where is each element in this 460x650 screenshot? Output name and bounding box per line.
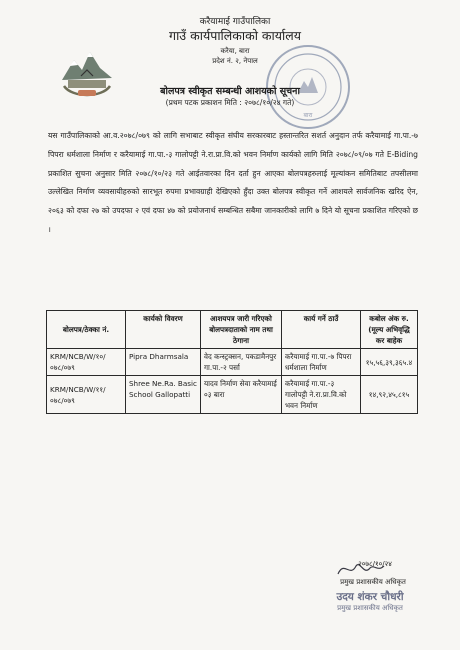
work-description-cell: Pipra Dharmsala <box>126 349 201 376</box>
table-header-row <box>47 311 418 349</box>
header-work-location: कार्य गर्ने ठाउँ <box>282 311 361 349</box>
work-location-cell: करैयामाई गा.पा.-३ गालोपट्टी ने.रा.प्रा.वि.को भवन निर्माण <box>282 376 361 414</box>
municipality-name: करैयामाई गाउँपालिका <box>199 17 271 27</box>
bid-table <box>46 310 418 414</box>
officer-name: उदय शंकर चौधरी <box>336 591 404 603</box>
notice-title: बोलपत्र स्वीकृत सम्बन्धी आशयको सूचना <box>160 86 300 97</box>
officer-title: प्रमुख प्रशासकीय अधिकृत <box>337 604 403 612</box>
svg-text:बारा: बारा <box>303 112 313 119</box>
officer-stamp <box>318 590 422 620</box>
notice-body: यस गाउँपालिकाको आ.व.२०७८/०७९ को लागि सभाबाट स्वीकृत संघीय सरकारबाट हस्तान्तरित सशर्त अनुदान तर्फ करैयामाई गा.पा.-७ पिपरा धर्मशाला निर्माण र करैयामाई गा.पा.-३ गालोपट्टी ने.रा.प्रा.वि.को भवन निर्माण कार्यको लागि मिति २०७८/०९/०७ गते E-Biding प्रकाशित सुचना अनुसार मिति २०७८/१०/२३ गते आईतवारका दिन दर्ता हुन आएका बोलपत्रहरुलाई मूल्यांकन समितिबाट तपसीलमा उल्लेखित निर्माण व्यवसायीहरुको सारभूत रुपमा प्रभावग्राही देखिएको हुँदा उक्त बोलपत्र स्वीकृत गर्ने आशयले सार्वजनिक खरिद ऐन, २०६३ को दफा २७ को उपदफा २ एवं दफा ४७ को प्रयोजनार्थ सम्बन्धित सबैमा जानकारीको लागि ७ दिने यो सूचना प्रकाशित गरिएको छ । <box>48 131 418 234</box>
publication-date: (प्रथम पटक प्रकाशन मिति : २०७८/१०/२४ गते) <box>165 98 295 107</box>
bid-number-cell: KRM/NCB/W/१०/ ०७८/०७९ <box>47 349 126 376</box>
bidder-cell: वेद कन्स्ट्रक्सन, पकडामैनपुर गा.पा.-२ पर्सा <box>201 349 282 376</box>
header-work-description: कार्यको विवरण <box>126 311 201 349</box>
header-bidder: आशयपत्र जारी गरिएको बोलपत्रदाताको नाम तथा ठेगाना <box>201 311 282 349</box>
header-bid-number: बोलपत्र/ठेक्का नं. <box>47 311 126 349</box>
bidder-cell: यादव निर्माण सेवा करैयामाई ०३ बारा <box>201 376 282 414</box>
bid-number-cell: KRM/NCB/W/११/ ०७८/०७९ <box>47 376 126 414</box>
office-name: गाउँ कार्यपालिकाको कार्यालय <box>169 28 301 43</box>
table-row <box>47 376 418 414</box>
province-line: प्रदेश नं. २, नेपाल <box>212 57 258 65</box>
table-row <box>47 349 418 376</box>
office-address: करैया, बारा <box>220 47 250 55</box>
header-amount: कबोल अंक रु. (मूल्य अभिवृद्धि कर बाहेक <box>361 311 418 349</box>
work-location-cell: करैयामाई गा.पा.-७ पिपरा धर्मशाला निर्माण <box>282 349 361 376</box>
work-description-cell: Shree Ne.Ra. Basic School Gallopatti <box>126 376 201 414</box>
amount-cell: १४,९२,४५,८१५ <box>361 376 418 414</box>
amount-cell: १५,५६,३९,३६५.४ <box>361 349 418 376</box>
signatory-role: प्रमुख प्रशासकीय अधिकृत <box>340 578 406 586</box>
signature-date: २०७८/१०/२४ <box>358 560 392 568</box>
